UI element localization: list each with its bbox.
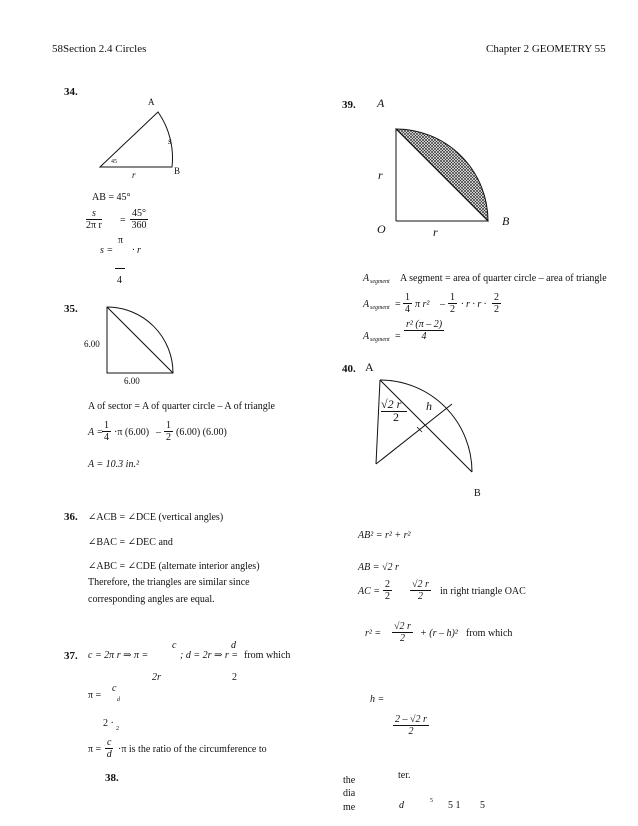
p37-2-dot: 2 · bbox=[103, 718, 114, 729]
p35-minus: – bbox=[156, 427, 161, 438]
p35-a-eq: A = bbox=[88, 427, 104, 438]
p39-frac-half: $\frac{1}{2}$ bbox=[450, 292, 455, 315]
p35-frac-quarter: $\frac{1}{4}$ bbox=[104, 420, 109, 443]
p37-frac-c-d: $\frac{c}{d}$ bbox=[106, 737, 112, 760]
p39-seg-3: segment bbox=[370, 337, 390, 343]
p40-ab-squared: AB² = r² + r² bbox=[358, 530, 411, 541]
p35-term1: ·π (6.00) bbox=[114, 427, 150, 438]
p37-d: d bbox=[231, 640, 236, 651]
p39-a-3: A bbox=[363, 331, 370, 342]
p34-label-s: s bbox=[168, 136, 172, 146]
p40-h-eq: h = bbox=[370, 694, 385, 705]
p39-pi-r2: π r² bbox=[415, 299, 430, 310]
p36-line5: corresponding angles are equal. bbox=[88, 594, 215, 605]
p40-plus-rh: + (r – h)² bbox=[420, 628, 458, 639]
p40-ac-eq: AC = bbox=[358, 586, 381, 597]
problem-35-number: 35. bbox=[64, 303, 78, 315]
p37-pi-eq-2: π = bbox=[88, 744, 102, 755]
p34-four: 4 bbox=[117, 275, 122, 286]
p39-eq-3: = bbox=[395, 331, 401, 342]
p35-frac-half: $\frac{1}{2}$ bbox=[166, 420, 171, 443]
p37-line1a: c = 2π r ⇒ π = bbox=[88, 650, 149, 661]
problem-34-number: 34. bbox=[64, 86, 78, 98]
problem-38-number: 38. bbox=[105, 772, 119, 784]
p40-frac-sqrt2r-2: $\frac{√2 r}{2}$ bbox=[394, 621, 411, 644]
p36-line3: ∠ABC = ∠CDE (alternate interior angles) bbox=[88, 561, 260, 572]
p37-sub-2: 2 bbox=[116, 726, 119, 732]
p37-2r: 2r bbox=[152, 672, 161, 683]
p34-s-eq: s = bbox=[100, 245, 114, 256]
problem-39-quarter-circle-figure bbox=[390, 125, 500, 227]
p40-dia: dia bbox=[343, 788, 356, 799]
problem-39-number: 39. bbox=[342, 99, 356, 111]
p40-ter: ter. bbox=[398, 770, 411, 781]
p39-minus: – bbox=[440, 299, 445, 310]
p40-from-which: from which bbox=[466, 628, 513, 639]
p37-ratio: ·π is the ratio of the circumference to bbox=[118, 744, 267, 755]
p40-ac-tail: in right triangle OAC bbox=[440, 586, 526, 597]
line-to-arc bbox=[376, 404, 452, 464]
problem-34-sector-figure bbox=[90, 100, 200, 180]
p34-pi: π bbox=[118, 235, 124, 246]
shaded-segment bbox=[396, 129, 488, 221]
p39-eq-2: = bbox=[395, 299, 401, 310]
header-right: Chapter 2 GEOMETRY 55 bbox=[486, 43, 606, 55]
p35-side-bottom: 6.00 bbox=[124, 376, 140, 386]
p34-fraction-bar bbox=[115, 268, 125, 269]
p34-arc-ab: AB = 45° bbox=[92, 192, 131, 203]
quarter-circle-chord bbox=[107, 307, 173, 373]
p37-line1b: ; d = 2r ⇒ r = bbox=[180, 650, 238, 661]
p36-line4: Therefore, the triangles are similar since bbox=[88, 577, 250, 588]
p39-frac-2-2: $\frac{2}{2}$ bbox=[494, 292, 499, 315]
p37-2: 2 bbox=[232, 672, 237, 683]
p40-frac-sqrt2r: $\frac{√2 r}{2}$ bbox=[412, 579, 429, 602]
p40-ab: AB = √2 r bbox=[358, 562, 399, 573]
p37-from-which: from which bbox=[244, 650, 291, 661]
p40-me: me bbox=[343, 802, 356, 813]
p35-term2: (6.00) (6.00) bbox=[176, 427, 227, 438]
p40-h-frac: $\frac{2 - √2 r}{2}$ bbox=[395, 714, 427, 737]
p39-r-r: · r · r · bbox=[461, 299, 487, 310]
p39-seg-1: segment bbox=[370, 279, 390, 285]
p39-frac-result: $\frac{\text{r² (π – 2)}}{4}$ bbox=[406, 319, 443, 342]
p36-line2: ∠BAC = ∠DEC and bbox=[88, 537, 173, 548]
header-left: 58Section 2.4 Circles bbox=[52, 43, 147, 55]
problem-35-quarter-circle-figure bbox=[105, 305, 175, 375]
p40-r2-eq: r² = bbox=[365, 628, 382, 639]
p39-label-b: B bbox=[502, 214, 510, 228]
p34-frac-s: $\frac{s}{\text{2π r}}$ bbox=[86, 208, 102, 231]
p39-segment-statement: A segment = area of quarter circle – area of triangle bbox=[400, 273, 607, 284]
p35-result: A = 10.3 in.² bbox=[88, 459, 139, 470]
p34-label-b: B bbox=[174, 166, 181, 176]
p39-label-o: O bbox=[377, 222, 386, 236]
p39-label-a: A bbox=[377, 96, 385, 110]
p34-frac-45: $\frac{45^\circ}{360}$ bbox=[131, 208, 147, 231]
p37-pi-eq: π = bbox=[88, 690, 102, 701]
problem-40-number: 40. bbox=[342, 363, 356, 375]
p39-a-2: A bbox=[363, 299, 370, 310]
p40-five-b: 5 1 bbox=[448, 800, 461, 811]
p40-five-c: 5 bbox=[480, 800, 485, 811]
p40-h: h bbox=[426, 399, 432, 413]
chord-ab bbox=[380, 380, 472, 472]
p40-five-a: 5 bbox=[430, 798, 433, 804]
p40-frac-half: $\frac{2}{2}$ bbox=[385, 579, 390, 602]
p39-frac-quarter: $\frac{1}{4}$ bbox=[405, 292, 410, 315]
p40-two: 2 bbox=[393, 410, 399, 424]
p37-sub-d: d bbox=[117, 697, 120, 703]
p37-c: c bbox=[172, 640, 177, 651]
p36-line1: ∠ACB = ∠DCE (vertical angles) bbox=[88, 512, 224, 523]
p34-angle: 45 bbox=[111, 159, 117, 165]
problem-40-quarter-circle-figure bbox=[372, 374, 477, 474]
p35-side-left: 6.00 bbox=[84, 339, 100, 349]
p34-dot-r: · r bbox=[132, 245, 141, 256]
p40-the: the bbox=[343, 775, 356, 786]
p39-label-r-left: r bbox=[378, 168, 383, 182]
p34-eq: = bbox=[120, 215, 126, 226]
p39-label-r-bottom: r bbox=[433, 225, 438, 239]
p34-label-a: A bbox=[148, 97, 155, 107]
p35-sector-statement: A of sector = A of quarter circle – A of triangle bbox=[88, 401, 275, 412]
p40-label-a: A bbox=[365, 360, 374, 374]
p39-a-1: A bbox=[363, 273, 370, 284]
problem-37-number: 37. bbox=[64, 650, 78, 662]
p40-d: d bbox=[399, 800, 404, 811]
p40-sqrt2r: √2 r bbox=[381, 397, 402, 411]
p34-label-r: r bbox=[132, 170, 136, 180]
p39-seg-2: segment bbox=[370, 305, 390, 311]
p37-c2: c bbox=[112, 683, 117, 694]
p40-label-b: B bbox=[474, 488, 481, 499]
problem-36-number: 36. bbox=[64, 511, 78, 523]
radius-oa bbox=[376, 380, 380, 464]
